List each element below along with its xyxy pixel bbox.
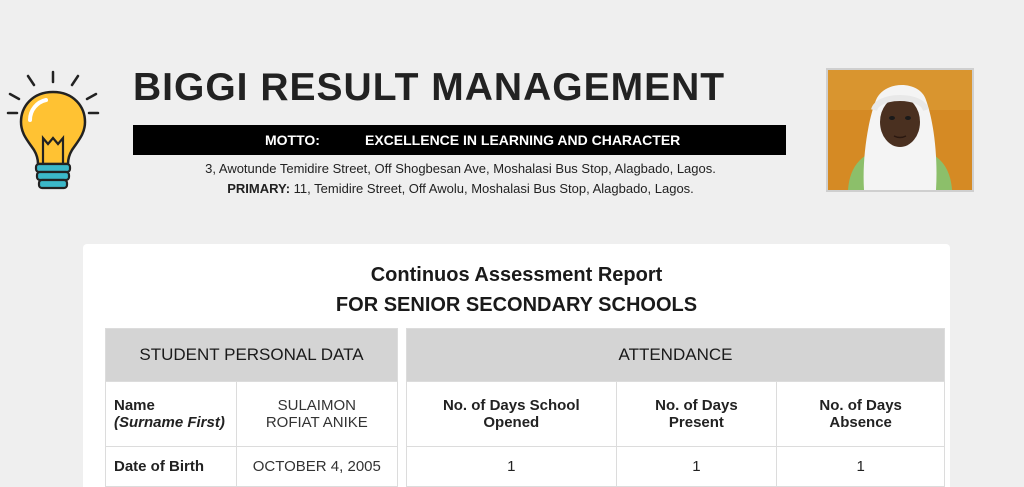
dob-value: OCTOBER 4, 2005 xyxy=(236,447,397,487)
address-primary xyxy=(133,181,788,196)
motto-bar xyxy=(133,125,786,155)
days-absence-header xyxy=(777,382,945,447)
attendance-heading: ATTENDANCE xyxy=(407,329,945,382)
motto-text: EXCELLENCE IN LEARNING AND CHARACTER xyxy=(365,132,681,148)
name-label: Name xyxy=(114,397,155,414)
name-label-cell xyxy=(106,382,237,447)
table-row xyxy=(407,447,945,487)
name-hint: (Surname First) xyxy=(114,414,225,431)
days-absence-header-line1: No. of Days xyxy=(819,397,902,414)
report-title: Continuos Assessment Report xyxy=(370,264,663,286)
table-row xyxy=(407,382,945,447)
school-name: BIGGI RESULT MANAGEMENT xyxy=(133,66,726,109)
name-line-2: ROFIAT ANIKE xyxy=(265,414,368,431)
table-row xyxy=(106,382,398,447)
motto-label: MOTTO: xyxy=(265,132,320,148)
days-opened-header-line1: No. of Days School xyxy=(442,397,580,414)
name-line-1: SULAIMON xyxy=(277,397,356,414)
student-photo xyxy=(826,68,974,192)
days-present-header xyxy=(616,382,777,447)
days-opened-header xyxy=(407,382,617,447)
school-logo xyxy=(6,68,104,198)
address-main: 3, Awotunde Temidire Street, Off Shogbesan Ave, Moshalasi Bus Stop, Alagbado, Lagos. xyxy=(205,161,716,176)
student-portrait-icon xyxy=(828,70,972,190)
personal-data-table xyxy=(105,328,398,487)
address-primary-text: 11, Temidire Street, Off Awolu, Moshalasi Bus Stop, Alagbado, Lagos. xyxy=(293,181,694,196)
days-present-value: 1 xyxy=(616,447,777,487)
days-opened-value: 1 xyxy=(407,447,617,487)
lightbulb-icon xyxy=(6,68,104,198)
name-value-cell xyxy=(236,382,397,447)
days-present-header-line1: No. of Days xyxy=(655,397,738,414)
days-present-header-line2: Present xyxy=(668,414,724,431)
days-absence-value: 1 xyxy=(777,447,945,487)
attendance-table xyxy=(406,328,945,487)
dob-label: Date of Birth xyxy=(106,447,237,487)
report-card xyxy=(83,244,950,487)
table-row xyxy=(106,447,398,487)
report-subtitle: FOR SENIOR SECONDARY SCHOOLS xyxy=(335,294,698,316)
days-opened-header-line2: Opened xyxy=(483,414,540,431)
address-primary-label: PRIMARY: xyxy=(227,181,291,196)
days-absence-header-line2: Absence xyxy=(829,414,892,431)
personal-data-heading: STUDENT PERSONAL DATA xyxy=(106,329,398,382)
